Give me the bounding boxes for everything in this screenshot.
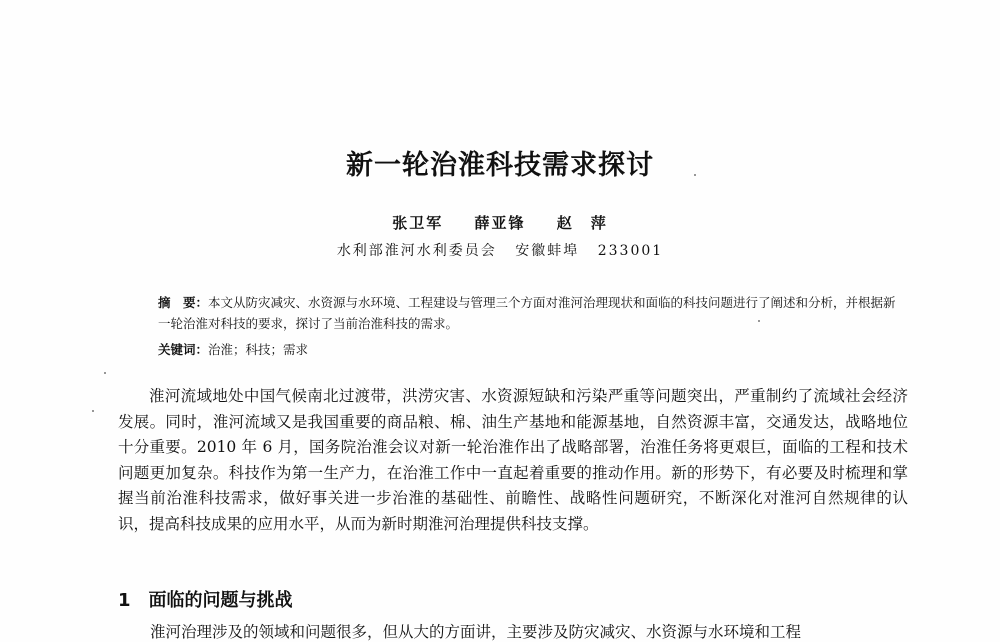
author-name: 张卫军 [392, 214, 444, 232]
keywords [158, 340, 308, 358]
keywords-text: 治淮；科技；需求 [208, 342, 309, 357]
abstract-label: 摘 要： [158, 295, 209, 310]
abstract [158, 292, 898, 334]
author-list [0, 212, 1000, 233]
section-title: 面临的问题与挑战 [148, 590, 293, 611]
paper-title: 新一轮治淮科技需求探讨 [346, 150, 654, 181]
abstract-text: 本文从防灾减灾、水资源与水环境、工程建设与管理三个方面对淮河治理现状和面临的科技问题进行了阐述和分析，并根据新一轮治淮对科技的要求，探讨了当前治淮科技的需求。 [158, 295, 896, 331]
cut-off-text-line: 淮河治理涉及的领域和问题很多，但从大的方面讲，主要涉及防灾减灾、水资源与水环境和工程 [150, 623, 802, 641]
author-name: 赵 萍 [556, 214, 608, 232]
section-heading [118, 586, 293, 612]
affiliation [0, 240, 1000, 260]
author-name: 薛亚锋 [474, 214, 526, 232]
affiliation-org: 水利部淮河水利委员会 [336, 243, 497, 259]
section-number: 1 [118, 590, 131, 611]
scan-speck [758, 320, 760, 322]
keywords-label: 关键词： [158, 342, 209, 357]
intro-paragraph: 淮河流域地处中国气候南北过渡带，洪涝灾害、水资源短缺和污染严重等问题突出，严重制约了流域社会经济发展。同时，淮河流域又是我国重要的商品粮、棉、油生产基地和能源基地，自然资源丰富，交通发达，战略地位十分重要。2010 年 6 月，国务院治淮会议对新一轮治淮作出了战略部署，治淮任务将更艰巨，面临的工程和技术问题更加复杂。科技作为第一生产力，在治淮工作中一直起着重要的推动作用。新的形势下，有必要及时梳理和掌握当前治淮科技需求，做好事关进一步治淮的基础性、前瞻性、战略性问题研究，不断深化对淮河自然规律的认识，提高科技成果的应用水平，从而为新时期淮河治理提供科技支撑。 [118, 387, 908, 533]
scan-speck [694, 174, 696, 176]
affiliation-place: 安徽蚌埠 [515, 243, 580, 259]
scan-speck [104, 372, 106, 374]
affiliation-postcode: 233001 [597, 243, 664, 259]
scan-speck [92, 410, 94, 412]
body-text [118, 384, 908, 537]
